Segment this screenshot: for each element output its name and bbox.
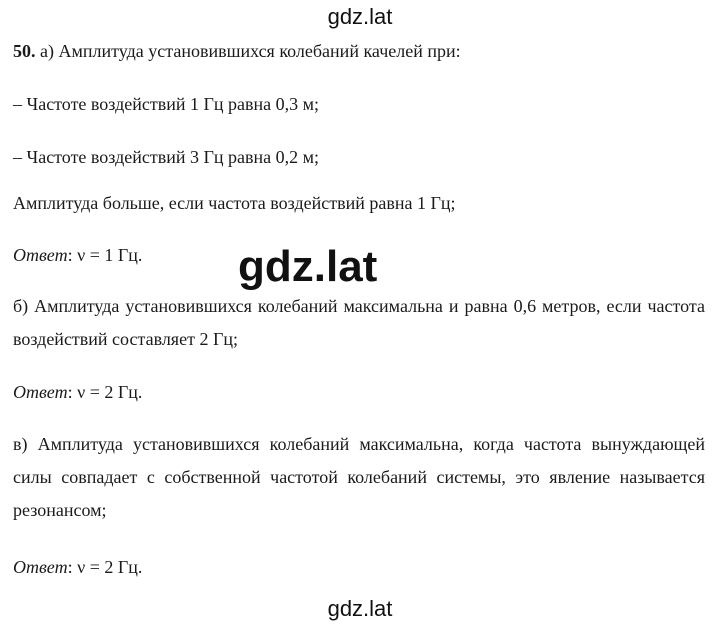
- answer-label: Ответ: [13, 245, 68, 265]
- answer-value: : ν = 2 Гц.: [67, 557, 143, 577]
- part-a-line-1: – Частоте воздействий 1 Гц равна 0,3 м;: [13, 94, 320, 114]
- answer-label: Ответ: [13, 382, 68, 402]
- answer-label: Ответ: [13, 557, 68, 577]
- answer-value: : ν = 2 Гц.: [67, 382, 143, 402]
- part-b-paragraph: б) Амплитуда установившихся колебаний максимальна и равна 0,6 метров, если частота воздействий составляет 2 Гц;: [13, 296, 705, 349]
- part-c-answer: [13, 556, 142, 578]
- answer-value: : ν = 1 Гц.: [67, 245, 143, 265]
- part-b-answer: [13, 381, 142, 403]
- part-c-paragraph: в) Амплитуда установившихся колебаний максимальна, когда частота вынуждающей силы совпадает с собственной частотой колебаний системы, это явление называется резонансом;: [13, 434, 705, 520]
- task-number: 50.: [13, 41, 36, 61]
- watermark-top: gdz.lat: [327, 4, 393, 29]
- part-a-line-2: – Частоте воздействий 3 Гц равна 0,2 м;: [13, 147, 320, 167]
- part-a-answer: [13, 244, 142, 266]
- watermark-bottom: gdz.lat: [327, 596, 393, 621]
- task-heading: [13, 40, 461, 62]
- task-intro: а) Амплитуда установившихся колебаний качелей при:: [35, 41, 461, 61]
- part-a-line-3: Амплитуда больше, если частота воздействий равна 1 Гц;: [13, 193, 456, 213]
- watermark-middle: gdz.lat: [238, 242, 378, 291]
